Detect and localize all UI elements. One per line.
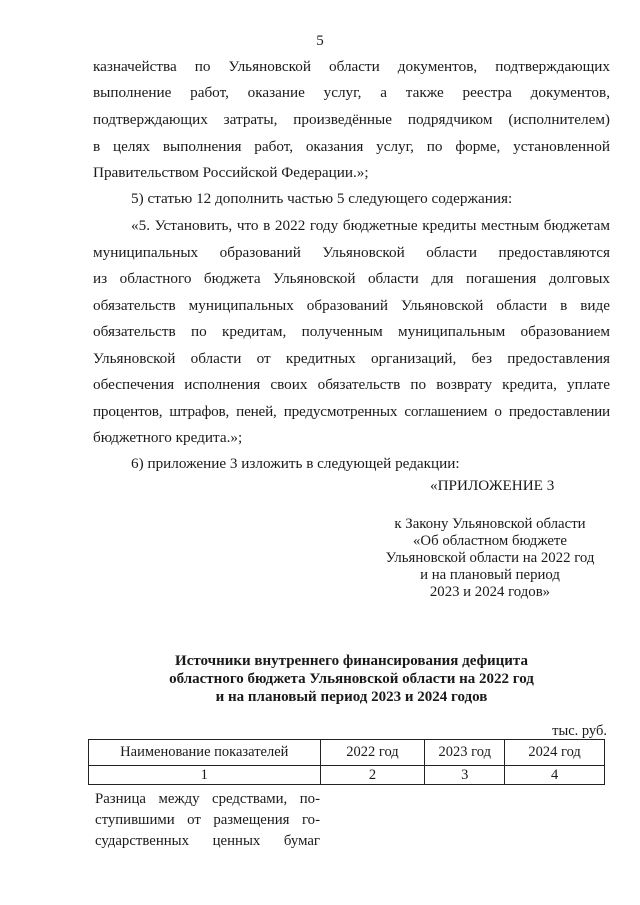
heading-line: и на плановый период 2023 и 2024 годов (215, 689, 488, 705)
heading-line: областного бюджета Ульяновской области на 2022 год (169, 671, 534, 687)
column-number: 1 (89, 766, 321, 785)
paragraph-line: выполнение работ, оказание услуг, а также реестра документов, (93, 84, 610, 101)
column-number: 3 (425, 766, 505, 785)
paragraph-line: в целях выполнения работ, оказания услуг, по форме, установленной (93, 138, 610, 155)
heading-line: Источники внутреннего финансирования дефицита (175, 653, 528, 669)
paragraph-line: казначейства по Ульяновской области документов, подтверждающих (93, 58, 610, 75)
table-number-row (89, 766, 605, 785)
paragraph-line: процентов, штрафов, пеней, предусмотренных соглашением о предоставлении (93, 403, 610, 420)
page-number: 5 (316, 33, 324, 49)
paragraph-line: 6) приложение 3 изложить в следующей редакции: (131, 455, 460, 472)
column-number: 4 (505, 766, 605, 785)
column-header-2023: 2023 год (425, 740, 505, 766)
column-number: 2 (320, 766, 425, 785)
paragraph-line: 5) статью 12 дополнить частью 5 следующего содержания: (131, 190, 513, 207)
appendix-line: «Об областном бюджете (413, 533, 567, 549)
column-header-name: Наименование показателей (89, 740, 321, 766)
row-label-line: ступившими от размещения го- (95, 812, 320, 828)
table-header-row (89, 740, 605, 766)
row-label-line: Разница между средствами, по- (95, 791, 320, 807)
column-header-2024: 2024 год (505, 740, 605, 766)
appendix-line: Ульяновской области на 2022 год (385, 550, 595, 566)
paragraph-line: «5. Установить, что в 2022 году бюджетные кредиты местным бюджетам (131, 217, 610, 234)
table-row-label (95, 789, 320, 852)
paragraph-line: Правительством Российской Федерации.»; (93, 164, 369, 181)
appendix-reference (376, 516, 604, 601)
paragraph-line: Ульяновской области от кредитных организаций, без предоставления (93, 350, 610, 367)
appendix-line: к Закону Ульяновской области (394, 516, 586, 532)
paragraph-line: обязательств по кредитам, полученным муниципальным образованием (93, 323, 610, 340)
paragraph-line: бюджетного кредита.»; (93, 429, 243, 446)
units-label: тыс. руб. (552, 723, 607, 739)
paragraph-line: подтверждающих затраты, произведённые подрядчиком (исполнителем) (93, 111, 610, 128)
paragraph-line: обеспечения исполнения своих обязательств по возврату кредита, уплате (93, 376, 610, 393)
column-header-2022: 2022 год (320, 740, 425, 766)
financing-sources-table (88, 739, 605, 785)
paragraph-line: обязательств муниципальных образований Ульяновской области в виде (93, 297, 610, 314)
paragraph-line: муниципальных образований Ульяновской области предоставляются (93, 244, 610, 261)
section-heading (93, 652, 610, 706)
appendix-line: 2023 и 2024 годов» (429, 584, 551, 600)
appendix-line: и на плановый период (420, 567, 560, 583)
row-label-line: сударственных ценных бумаг (95, 833, 320, 849)
appendix-title: «ПРИЛОЖЕНИЕ 3 (430, 477, 555, 494)
paragraph-line: из областного бюджета Ульяновской области для погашения долговых (93, 270, 610, 287)
